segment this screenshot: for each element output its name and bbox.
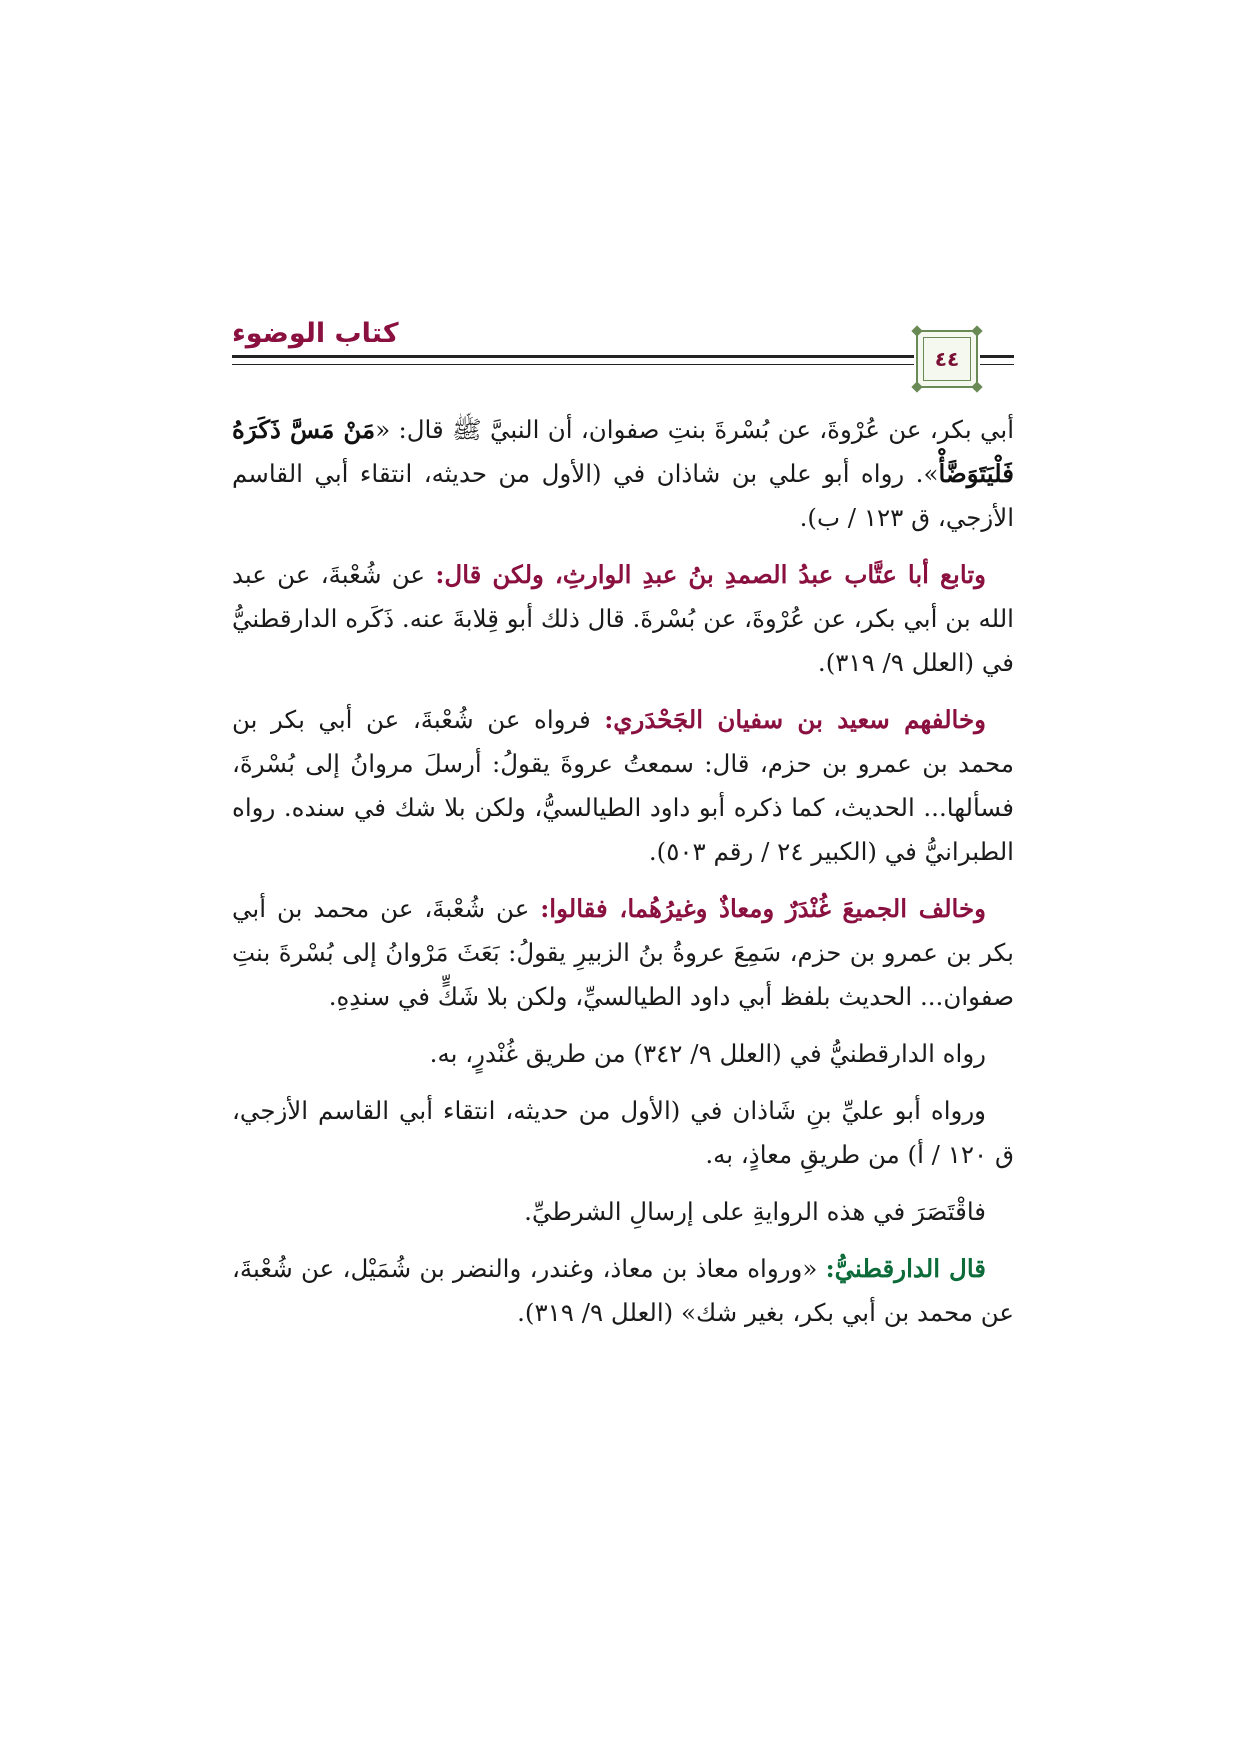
paragraph-text: رواه الدارقطنيُّ في (العلل ٩/ ٣٤٢) من طريق غُنْدرٍ، به.	[429, 1039, 986, 1068]
paragraph-text: «ورواه معاذ بن معاذ، وغندر، والنضر بن شُمَيْل، عن شُعْبةَ، عن محمد بن أبي بكر، بغير شك» (العلل ٩/ ٣١٩).	[232, 1254, 1014, 1327]
paragraph-text: فرواه عن شُعْبةَ، عن أبي بكر بن محمد بن عمرو بن حزم، قال: سمعتُ عروةَ يقولُ: أرسلَ مروانُ إلى بُسْرةَ، فسألها... الحديث، كما ذكره أبو داود الطيالسيُّ، ولكن بلا شك في سنده. رواه الطبرانيُّ في (الكبير ٢٤ / رقم ٥٠٣).	[232, 705, 1014, 866]
page-body	[232, 408, 1014, 1348]
hadith-quote: مَنْ مَسَّ ذَكَرَهُ فَلْيَتَوَضَّأْ	[232, 415, 1014, 488]
highlight-heading: وخالف الجميعَ غُنْدَرٌ ومعاذٌ وغيرُهُما، فقالوا:	[540, 894, 986, 923]
header-rule-thick-short	[980, 355, 1014, 358]
book-title: كتاب الوضوء	[232, 318, 399, 349]
highlight-heading: وتابع أبا عتَّاب عبدُ الصمدِ بنُ عبدِ الوارثِ، ولكن قال:	[435, 560, 986, 589]
page-header	[232, 318, 1014, 390]
page-number: ٤٤	[934, 347, 960, 371]
paragraph-text: فاقْتَصَرَ في هذه الروايةِ على إرسالِ الشرطيِّ.	[524, 1197, 986, 1226]
highlight-heading: قال الدارقطنيُّ:	[825, 1254, 986, 1283]
header-rule-thick	[232, 355, 914, 358]
highlight-heading: وخالفهم سعيد بن سفيان الجَحْدَري:	[604, 705, 986, 734]
paragraph-4	[232, 887, 1014, 1019]
paragraph-text: عن شُعْبةَ، عن محمد بن أبي بكر بن عمرو بن حزم، سَمِعَ عروةُ بنُ الزبيرِ يقولُ: بَعَثَ مَرْوانُ إلى بُسْرةَ بنتِ صفوان... الحديث بلفظ أبي داود الطيالسيِّ، ولكن بلا شَكٍّ في سندِهِ.	[232, 894, 1014, 1011]
paragraph-text: ورواه أبو عليِّ بنِ شَاذان في (الأول من حديثه، انتقاء أبي القاسم الأزجي، ق ١٢٠ / أ) من طريقِ معاذٍ، به.	[232, 1096, 1014, 1169]
header-rule-thin	[232, 364, 914, 365]
page-number-badge	[916, 330, 978, 388]
paragraph-text: ». رواه أبو علي بن شاذان في (الأول من حديثه، انتقاء أبي القاسم الأزجي، ق ١٢٣ / ب).	[232, 459, 1014, 532]
ornament-corner-icon	[971, 381, 982, 392]
paragraph-6	[232, 1089, 1014, 1177]
ornament-corner-icon	[911, 325, 922, 336]
paragraph-text: عن شُعْبةَ، عن عبد الله بن أبي بكر، عن عُرْوةَ، عن بُسْرةَ. قال ذلك أبو قِلابةَ عنه. ذَكَره الدارقطنيُّ في (العلل ٩/ ٣١٩).	[232, 560, 1014, 677]
paragraph-3	[232, 698, 1014, 874]
paragraph-8	[232, 1247, 1014, 1335]
paragraph-5	[232, 1032, 1014, 1076]
paragraph-text: أبي بكر، عن عُرْوةَ، عن بُسْرةَ بنتِ صفوان، أن النبيَّ ﷺ قال: «	[375, 415, 1015, 444]
ornament-corner-icon	[911, 381, 922, 392]
paragraph-2	[232, 553, 1014, 685]
ornament-corner-icon	[971, 325, 982, 336]
paragraph-1	[232, 408, 1014, 540]
paragraph-7	[232, 1190, 1014, 1234]
header-rule-thin-short	[980, 364, 1014, 365]
